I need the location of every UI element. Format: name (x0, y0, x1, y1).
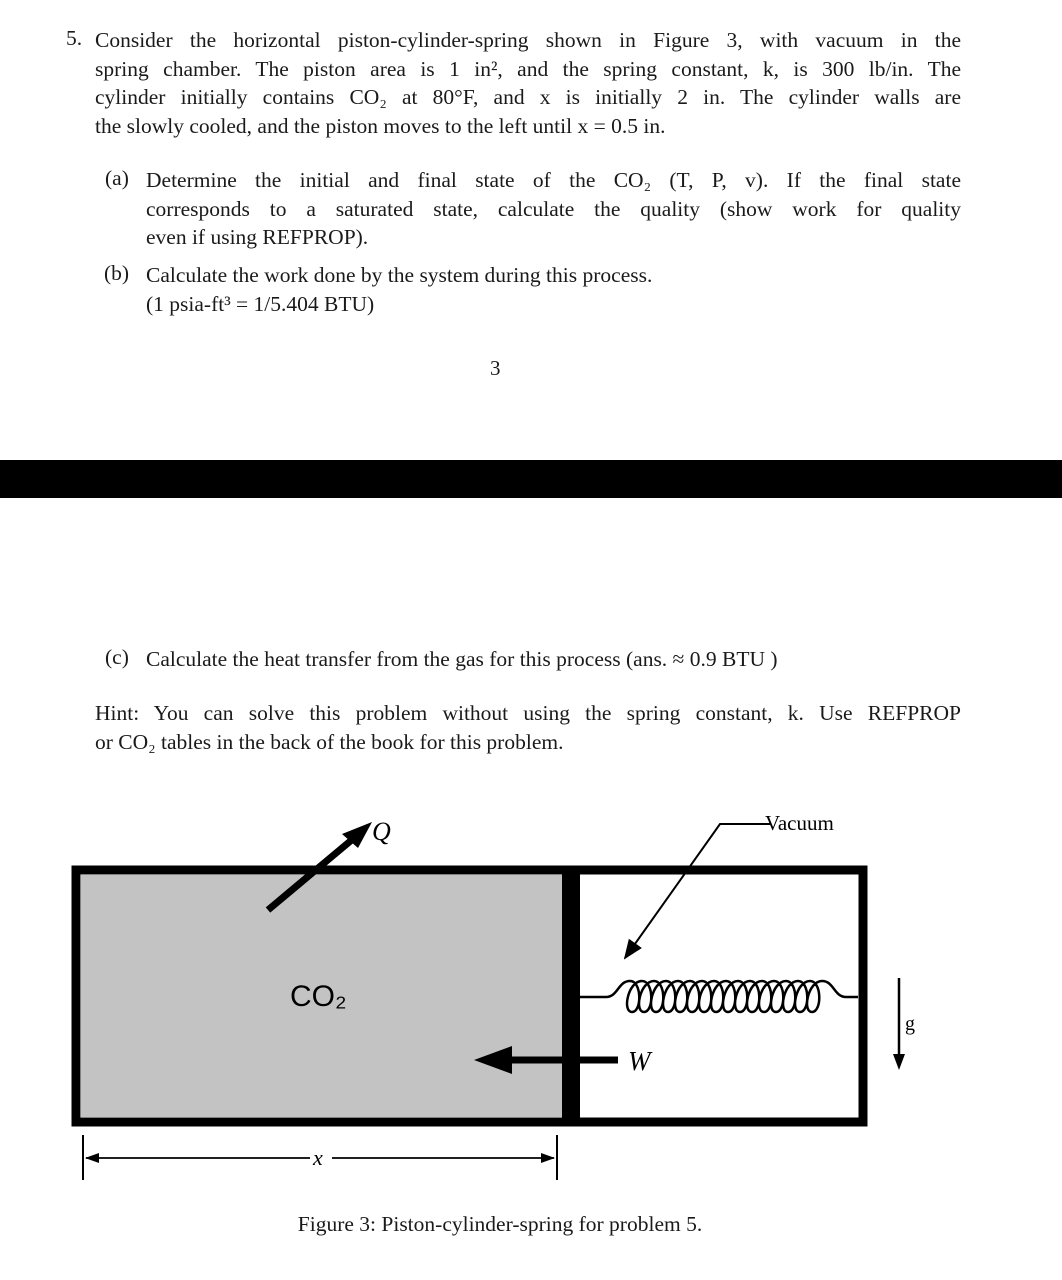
page-number: 3 (490, 356, 501, 380)
work-label: W (628, 1046, 651, 1076)
piston-cylinder-figure (0, 790, 1062, 1210)
hint-line-2: or CO₂ tables in the back of the book for this problem. (95, 729, 564, 754)
vacuum-label: Vacuum (765, 811, 834, 835)
gravity-arrow-head (893, 1054, 905, 1070)
problem-line-3: cylinder initially contains CO₂ at 80°F, and x is initially 2 in. The cylinder walls are (95, 85, 961, 109)
part-a-line-2: corresponds to a saturated state, calculate the quality (show work for quality (146, 196, 961, 221)
hint-line-1: Hint: You can solve this problem without using the spring constant, k. Use REFPROP (95, 701, 961, 725)
hint-text (95, 699, 961, 756)
problem-text (95, 26, 961, 140)
problem-line-2: spring chamber. The piston area is 1 in², and the spring constant, k, is 300 lb/in. The (95, 56, 961, 81)
page-separator-bar (0, 460, 1062, 498)
length-label: x (313, 1145, 323, 1170)
problem-line-4: the slowly cooled, and the piston moves to the left until x = 0.5 in. (95, 113, 666, 138)
part-b-text (146, 261, 961, 318)
dimension-arrowhead-left (85, 1153, 99, 1163)
heat-label: Q (372, 817, 391, 846)
problem-number: 5. (66, 26, 83, 50)
part-a-line-1: Determine the initial and final state of the CO₂ (T, P, v). If the final state (146, 168, 961, 192)
part-c-label: (c) (105, 645, 129, 669)
gas-label: CO₂ (290, 980, 347, 1013)
part-c-text: Calculate the heat transfer from the gas for this process (ans. ≈ 0.9 BTU ) (146, 647, 778, 671)
problem-line-1: Consider the horizontal piston-cylinder-spring shown in Figure 3, with vacuum in the (95, 28, 961, 52)
part-a-label: (a) (105, 166, 129, 190)
gravity-label: g (905, 1013, 915, 1035)
part-b-line-1: Calculate the work done by the system during this process. (146, 263, 653, 287)
dimension-arrowhead-right (541, 1153, 555, 1163)
part-a-text (146, 166, 961, 252)
part-b-line-2: (1 psia-ft³ = 1/5.404 BTU) (146, 291, 375, 316)
part-a-line-3: even if using REFPROP). (146, 225, 369, 249)
part-b-label: (b) (104, 261, 130, 285)
figure-caption: Figure 3: Piston-cylinder-spring for problem 5. (297, 1212, 703, 1236)
piston (562, 874, 580, 1118)
